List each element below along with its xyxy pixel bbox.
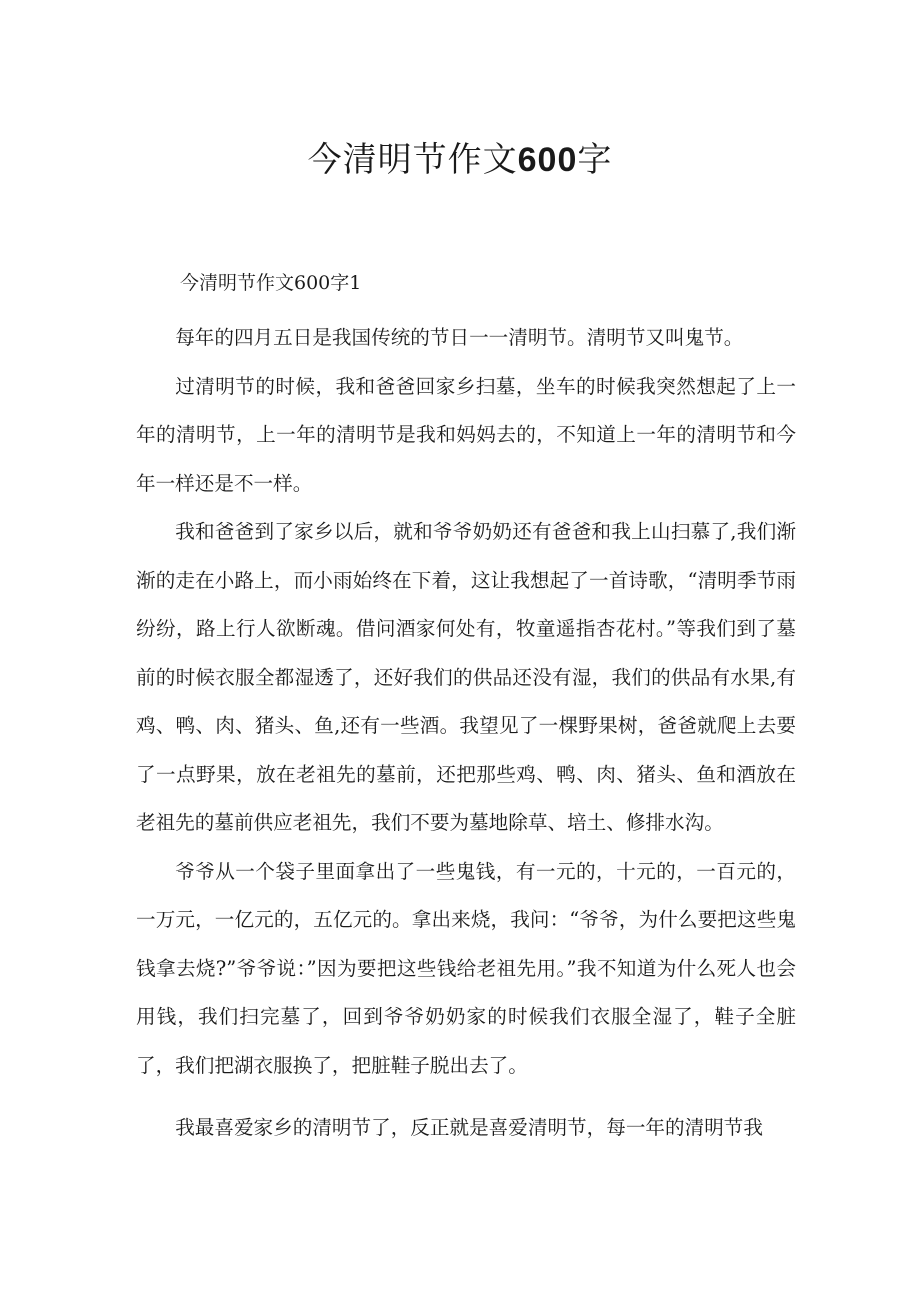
paragraph: 爷爷从一个袋子里面拿出了一些鬼钱，有一元的，十元的，一百元的，一万元，一亿元的，五亿元的。拿出来烧，我问：“爷爷，为什么要把这些鬼钱拿去烧?”爷爷说：”因为要把这些钱给老祖先用。”我不知道为什么死人也会用钱，我们扫完墓了，回到爷爷奶奶家的时候我们衣服全湿了，鞋子全脏了，我们把湖衣服换了，把脏鞋子脱出去了。 (136, 859, 796, 1077)
title-number: 600 (517, 141, 578, 179)
section-subtitle: 今清明节作文600字1 (180, 272, 362, 294)
paragraph: 我和爸爸到了家乡以后，就和爷爷奶奶还有爸爸和我上山扫慕了,我们渐渐的走在小路上，而小雨始终在下着，这让我想起了一首诗歌，“清明季节雨纷纷，路上行人欲断魂。借问酒家何处有，牧童遥指杏花村。”等我们到了墓前的时候衣服全都湿透了，还好我们的供品还没有湿，我们的供品有水果,有鸡、鸭、肉、猪头、鱼,还有一些酒。我望见了一棵野果树，爸爸就爬上去要了一点野果，放在老祖先的墓前，还把那些鸡、鸭、肉、猪头、鱼和酒放在老祖先的墓前供应老祖先，我们不要为墓地除草、培土、修排水沟。 (136, 520, 796, 834)
paragraph: 过清明节的时候，我和爸爸回家乡扫墓，坐车的时候我突然想起了上一年的清明节，上一年的清明节是我和妈妈去的，不知道上一年的清明节和今年一样还是不一样。 (136, 374, 796, 495)
paragraph: 每年的四月五日是我国传统的节日一一清明节。清明节又叫鬼节。 (175, 326, 744, 349)
paragraph: 我最喜爱家乡的清明节了，反正就是喜爱清明节，每一年的清明节我 (175, 1116, 763, 1139)
document-title (0, 140, 920, 180)
title-suffix: 字 (577, 140, 613, 180)
body-text (136, 314, 796, 1153)
title-text: 今清明节作文 (307, 140, 518, 180)
